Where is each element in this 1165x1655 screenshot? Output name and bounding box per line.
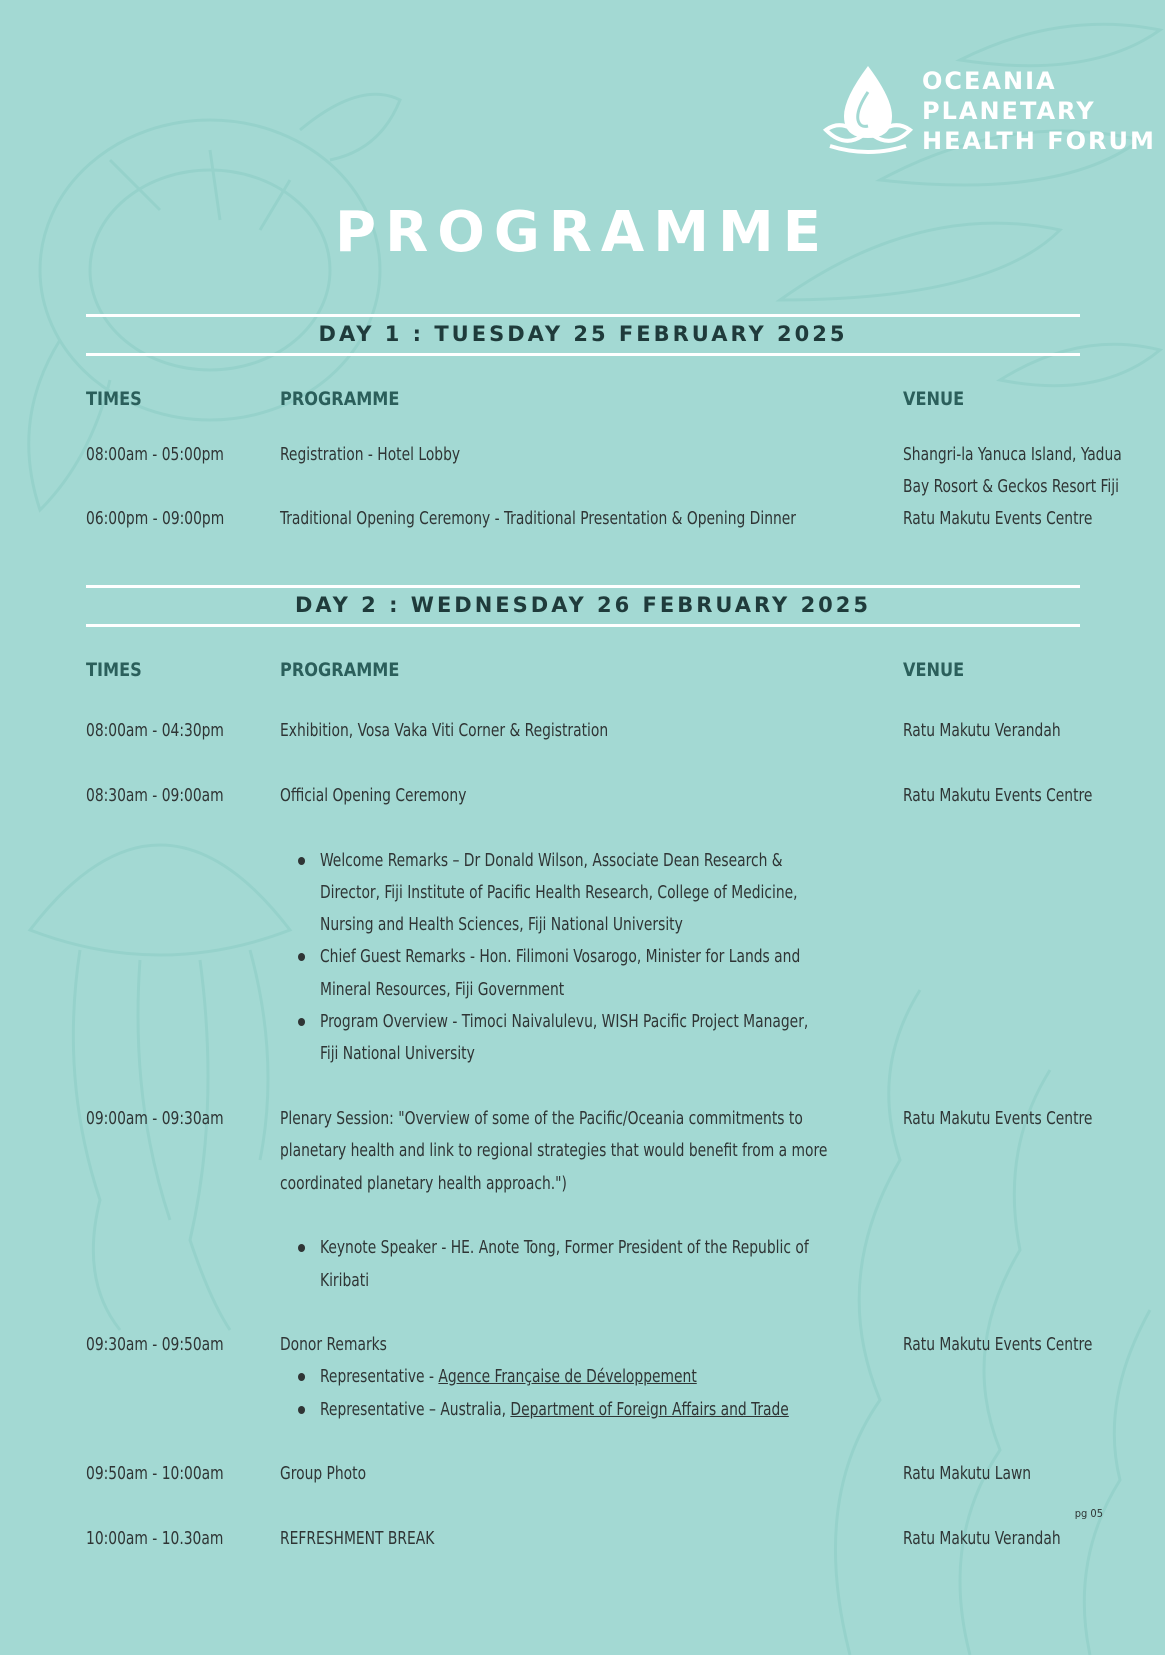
afd-link[interactable]: Agence Française de Développement (438, 1367, 697, 1387)
day1-rule-bottom (86, 353, 1080, 356)
day2-row2-time: 08:30am - 09:00am (86, 786, 224, 806)
logo-wordmark (922, 66, 1156, 156)
day1-row2-venue: Ratu Makutu Events Centre (903, 509, 1093, 529)
day2-row2-programme: Official Opening Ceremony (280, 786, 467, 806)
day1-row2-time: 06:00pm - 09:00pm (86, 509, 225, 529)
day2-row6-venue: Ratu Makutu Verandah (903, 1529, 1061, 1549)
day2-header-venue: VENUE (903, 659, 965, 681)
day2-row6-time: 10:00am - 10.30am (86, 1529, 224, 1549)
day1-row1-venue-line1: Shangri-la Yanuca Island, Yadua (903, 445, 1122, 465)
plenary-line3: coordinated planetary health approach.") (280, 1174, 567, 1194)
day1-row2-programme: Traditional Opening Ceremony - Traditional Presentation & Opening Dinner (280, 509, 796, 529)
day2-header-times: TIMES (86, 659, 142, 681)
forum-logo (822, 62, 1156, 157)
day2-heading: DAY 2 : WEDNESDAY 26 FEBRUARY 2025 (294, 593, 872, 617)
keynote-bullet: Keynote Speaker - HE. Anote Tong, Former President of the Republic of (320, 1232, 809, 1264)
day1-band (86, 314, 1080, 356)
day1-header-venue: VENUE (903, 388, 965, 410)
keynote-bullet-line2: Kiribati (320, 1271, 370, 1291)
day2-row3-time: 09:00am - 09:30am (86, 1109, 224, 1129)
day2-rule-top (86, 585, 1080, 588)
opening-bullet-welcome: Welcome Remarks – Dr Donald Wilson, Associate Dean Research & (320, 845, 783, 877)
day2-rule-bottom (86, 624, 1080, 627)
opening-bullet-program-overview-line2: Fiji National University (320, 1044, 475, 1064)
opening-bullet-welcome-line2: Director, Fiji Institute of Pacific Health Research, College of Medicine, (320, 883, 798, 903)
donor-dfat-prefix: Representative – Australia, (320, 1400, 511, 1420)
opening-bullet-chief-guest: Chief Guest Remarks - Hon. Filimoni Vosarogo, Minister for Lands and (320, 941, 800, 973)
day2-row3-venue: Ratu Makutu Events Centre (903, 1109, 1093, 1129)
page-number: pg 05 (1074, 1507, 1103, 1520)
day2-row2-venue: Ratu Makutu Events Centre (903, 786, 1093, 806)
opening-bullet-welcome-line3: Nursing and Health Sciences, Fiji National University (320, 915, 683, 935)
logo-line-1: OCEANIA (922, 67, 1057, 95)
day2-row4-time: 09:30am - 09:50am (86, 1335, 224, 1355)
opening-bullet-program-overview: Program Overview - Timoci Naivalulevu, WISH Pacific Project Manager, (320, 1006, 808, 1038)
logo-line-3: HEALTH FORUM (922, 127, 1156, 155)
day2-row1-programme: Exhibition, Vosa Vaka Viti Corner & Registration (280, 721, 609, 741)
day2-row1-venue: Ratu Makutu Verandah (903, 721, 1061, 741)
opening-bullet-chief-guest-line2: Mineral Resources, Fiji Government (320, 980, 565, 1000)
day2-row4-programme: Donor Remarks (280, 1335, 387, 1355)
day2-row1-time: 08:00am - 04:30pm (86, 721, 224, 741)
day2-row5-programme: Group Photo (280, 1464, 367, 1484)
day2-header-programme: PROGRAMME (280, 659, 400, 681)
plenary-line2: planetary health and link to regional strategies that would benefit from a more (280, 1141, 828, 1161)
day1-rule-top (86, 314, 1080, 317)
donor-bullet-afd (320, 1361, 697, 1393)
day2-row5-time: 09:50am - 10:00am (86, 1464, 224, 1484)
day1-header-times: TIMES (86, 388, 142, 410)
day1-header-programme: PROGRAMME (280, 388, 400, 410)
logo-line-2: PLANETARY (922, 97, 1096, 125)
day2-row4-venue: Ratu Makutu Events Centre (903, 1335, 1093, 1355)
page-title: PROGRAMME (335, 200, 830, 265)
day1-row1-time: 08:00am - 05:00pm (86, 445, 224, 465)
jellyfish-illustration (0, 780, 320, 1340)
day1-heading: DAY 1 : TUESDAY 25 FEBRUARY 2025 (318, 322, 848, 346)
day2-row5-venue: Ratu Makutu Lawn (903, 1464, 1032, 1484)
plenary-line1: Plenary Session: "Overview of some of the Pacific/Oceania commitments to (280, 1109, 803, 1129)
dfat-link[interactable]: Department of Foreign Affairs and Trade (510, 1400, 789, 1420)
donor-bullet-dfat (320, 1394, 789, 1426)
donor-afd-prefix: Representative - (320, 1367, 439, 1387)
day2-row6-programme: REFRESHMENT BREAK (280, 1529, 435, 1549)
turtle-illustration (0, 40, 420, 560)
day2-band (86, 585, 1080, 627)
water-drop-leaf-icon (822, 62, 914, 157)
day1-row1-venue-line2: Bay Rosort & Geckos Resort Fiji (903, 477, 1119, 497)
day1-row1-programme: Registration - Hotel Lobby (280, 445, 461, 465)
